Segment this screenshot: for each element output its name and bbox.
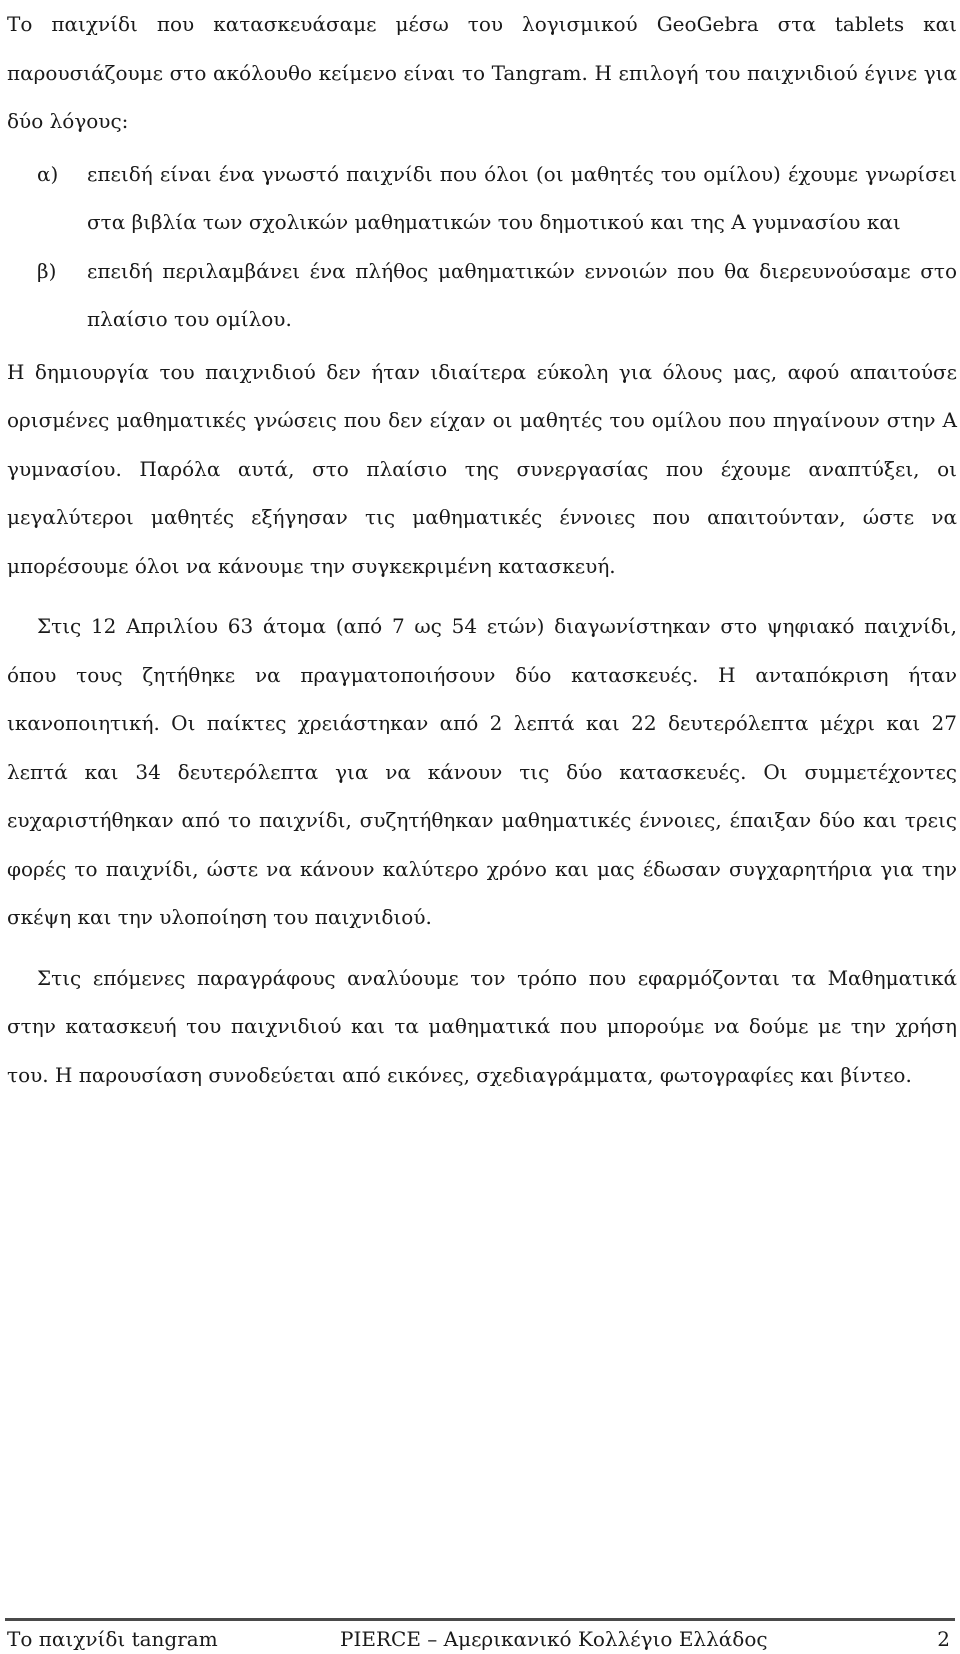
document-body — [7, 0, 957, 1099]
page-number: 2 — [937, 1627, 950, 1651]
footer-document-title: Το παιχνίδι tangram — [7, 1627, 218, 1651]
page-footer — [0, 1618, 960, 1654]
list-item-text: επειδή περιλαμβάνει ένα πλήθος μαθηματικών εννοιών που θα διερευνούσαμε στο πλαίσιο του ομίλου. — [87, 258, 957, 331]
creation-paragraph: Η δημιουργία του παιχνιδιού δεν ήταν ιδιαίτερα εύκολη για όλους μας, αφού απαιτούσε ορισμένες μαθηματικές γνώσεις που δεν είχαν οι μαθητές του ομίλου που πηγαίνουν στην Α γυμνασίου. Παρόλα αυτά, στο πλαίσιο της συνεργασίας που έχουμε αναπτύξει, οι μεγαλύτεροι μαθητές εξήγησαν τις μαθηματικές έννοιες που απαιτούνταν, ώστε να μπορέσουμε όλοι να κάνουμε την συγκεκριμένη κατασκευή. — [7, 359, 957, 578]
intro-paragraph: Το παιχνίδι που κατασκευάσαμε μέσω του λογισμικού GeoGebra στα tablets και παρουσιάζουμε στο ακόλουθο κείμενο είναι το Tangram. Η επιλογή του παιχνιδιού έγινε για δύο λόγους: — [7, 12, 957, 133]
list-marker: α) — [37, 161, 59, 186]
list-marker: β) — [37, 258, 57, 283]
footer-divider — [5, 1618, 955, 1621]
footer-institution: PIERCE – Αμερικανικό Κολλέγιο Ελλάδος — [340, 1627, 768, 1651]
list-item — [7, 247, 957, 344]
reasons-list — [7, 150, 957, 344]
list-item-text: επειδή είναι ένα γνωστό παιχνίδι που όλοι (οι μαθητές του ομίλου) έχουμε γνωρίσει στα βιβλία των σχολικών μαθηματικών του δημοτικού και της Α γυμνασίου και — [87, 161, 957, 234]
next-sections-paragraph: Στις επόμενες παραγράφους αναλύουμε τον τρόπο που εφαρμόζονται τα Μαθηματικά στην κατασκευή του παιχνιδιού και τα μαθηματικά που μπορούμε να δούμε με την χρήση του. Η παρουσίαση συνοδεύεται από εικόνες, σχεδιαγράμματα, φωτογραφίες και βίντεο. — [7, 965, 957, 1087]
competition-paragraph: Στις 12 Απριλίου 63 άτομα (από 7 ως 54 ετών) διαγωνίστηκαν στο ψηφιακό παιχνίδι, όπου τους ζητήθηκε να πραγματοποιήσουν δύο κατασκευές. Η ανταπόκριση ήταν ικανοποιητική. Οι παίκτες χρειάστηκαν από 2 λεπτά και 22 δευτερόλεπτα μέχρι και 27 λεπτά και 34 δευτερόλεπτα για να κάνουν τις δύο κατασκευές. Οι συμμετέχοντες ευχαριστήθηκαν από το παιχνίδι, συζητήθηκαν μαθηματικές έννοιες, έπαιξαν δύο και τρεις φορές το παιχνίδι, ώστε να κάνουν καλύτερο χρόνο και μας έδωσαν συγχαρητήρια για την σκέψη και την υλοποίηση του παιχνιδιού. — [7, 614, 957, 929]
list-item — [7, 150, 957, 247]
